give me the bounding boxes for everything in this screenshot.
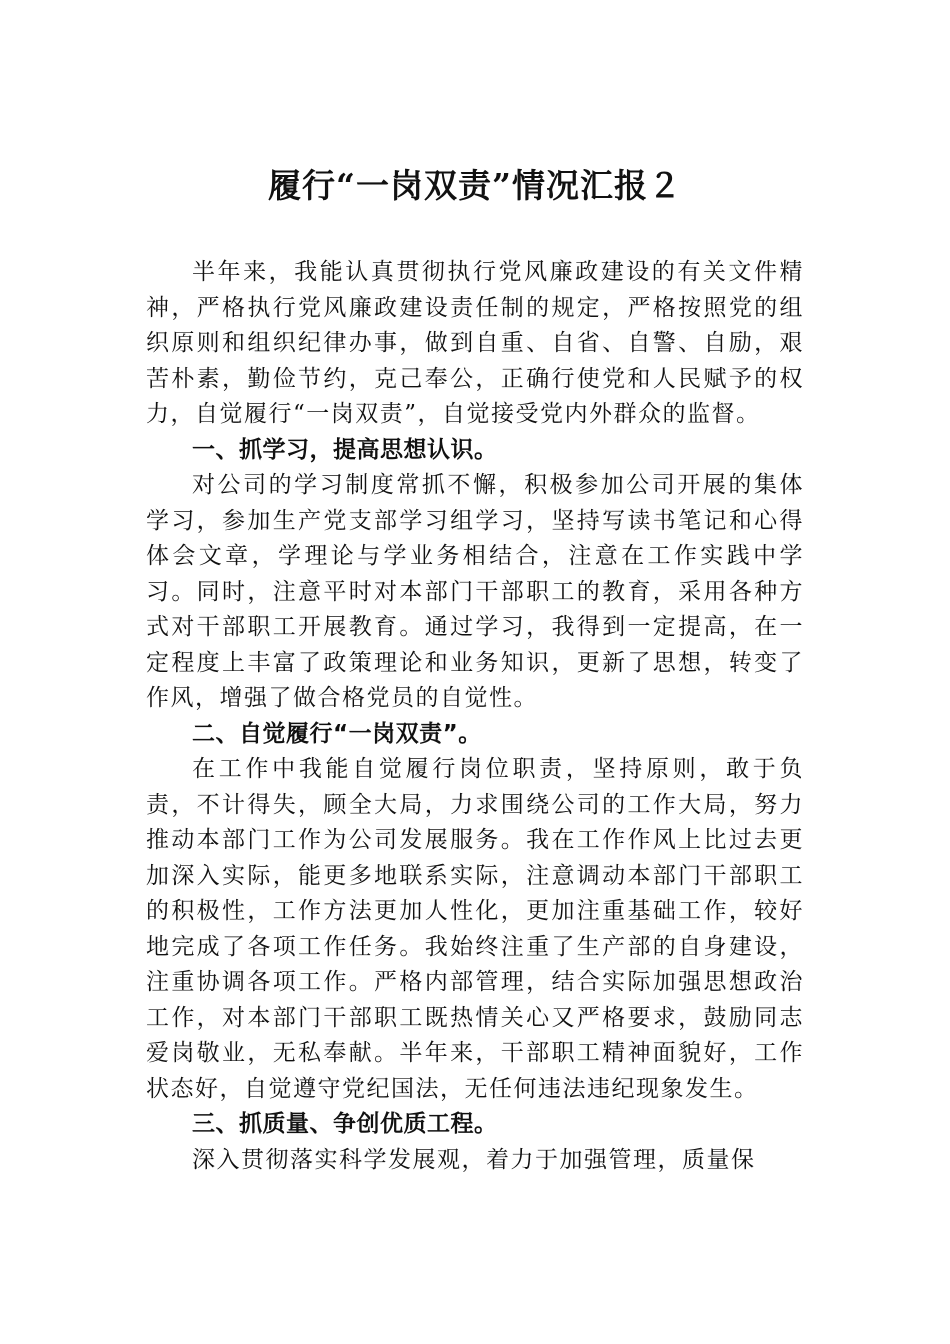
- document-body: [146, 255, 804, 1178]
- section-paragraph-3: 深入贯彻落实科学发展观，着力于加强管理，质量保: [192, 1146, 756, 1173]
- intro-paragraph: 半年来，我能认真贯彻执行党风廉政建设的有关文件精神，严格执行党风廉政建设责任制的规定，严格按照党的组织原则和组织纪律办事，做到自重、自省、自警、自励，艰苦朴素，勤俭节约，克己奉公，正确行使党和人民赋予的权力，自觉履行“一岗双责”，自觉接受党内外群众的监督。: [146, 259, 804, 427]
- document-title: 履行“一岗双责”情况汇报２: [268, 166, 682, 205]
- section-heading-2: 二、自觉履行“一岗双责”。: [192, 720, 482, 747]
- section-paragraph-1: 对公司的学习制度常抓不懈，积极参加公司开展的集体学习，参加生产党支部学习组学习，坚持写读书笔记和心得体会文章，学理论与学业务相结合，注意在工作实践中学习。同时，注意平时对本部门干部职工的教育，采用各种方式对干部职工开展教育。通过学习，我得到一定提高，在一定程度上丰富了政策理论和业务知识，更新了思想，转变了作风，增强了做合格党员的自觉性。: [146, 472, 804, 711]
- section-heading-3: 三、抓质量、争创优质工程。: [192, 1111, 498, 1137]
- section-heading-1: 一、抓学习，提高思想认识。: [192, 436, 498, 463]
- section-paragraph-2: 在工作中我能自觉履行岗位职责，坚持原则，敢于负责，不计得失，顾全大局，力求围绕公司的工作大局，努力推动本部门工作为公司发展服务。我在工作作风上比过去更加深入实际，能更多地联系实际，注意调动本部门干部职工的积极性，工作方法更加人性化，更加注重基础工作，较好地完成了各项工作任务。我始终注重了生产部的自身建设，注重协调各项工作。严格内部管理，结合实际加强思想政治工作，对本部门干部职工既热情关心又严格要求，鼓励同志爱岗敬业，无私奉献。半年来，干部职工精神面貌好，工作状态好，自觉遵守党纪国法，无任何违法违纪现象发生。: [146, 756, 804, 1102]
